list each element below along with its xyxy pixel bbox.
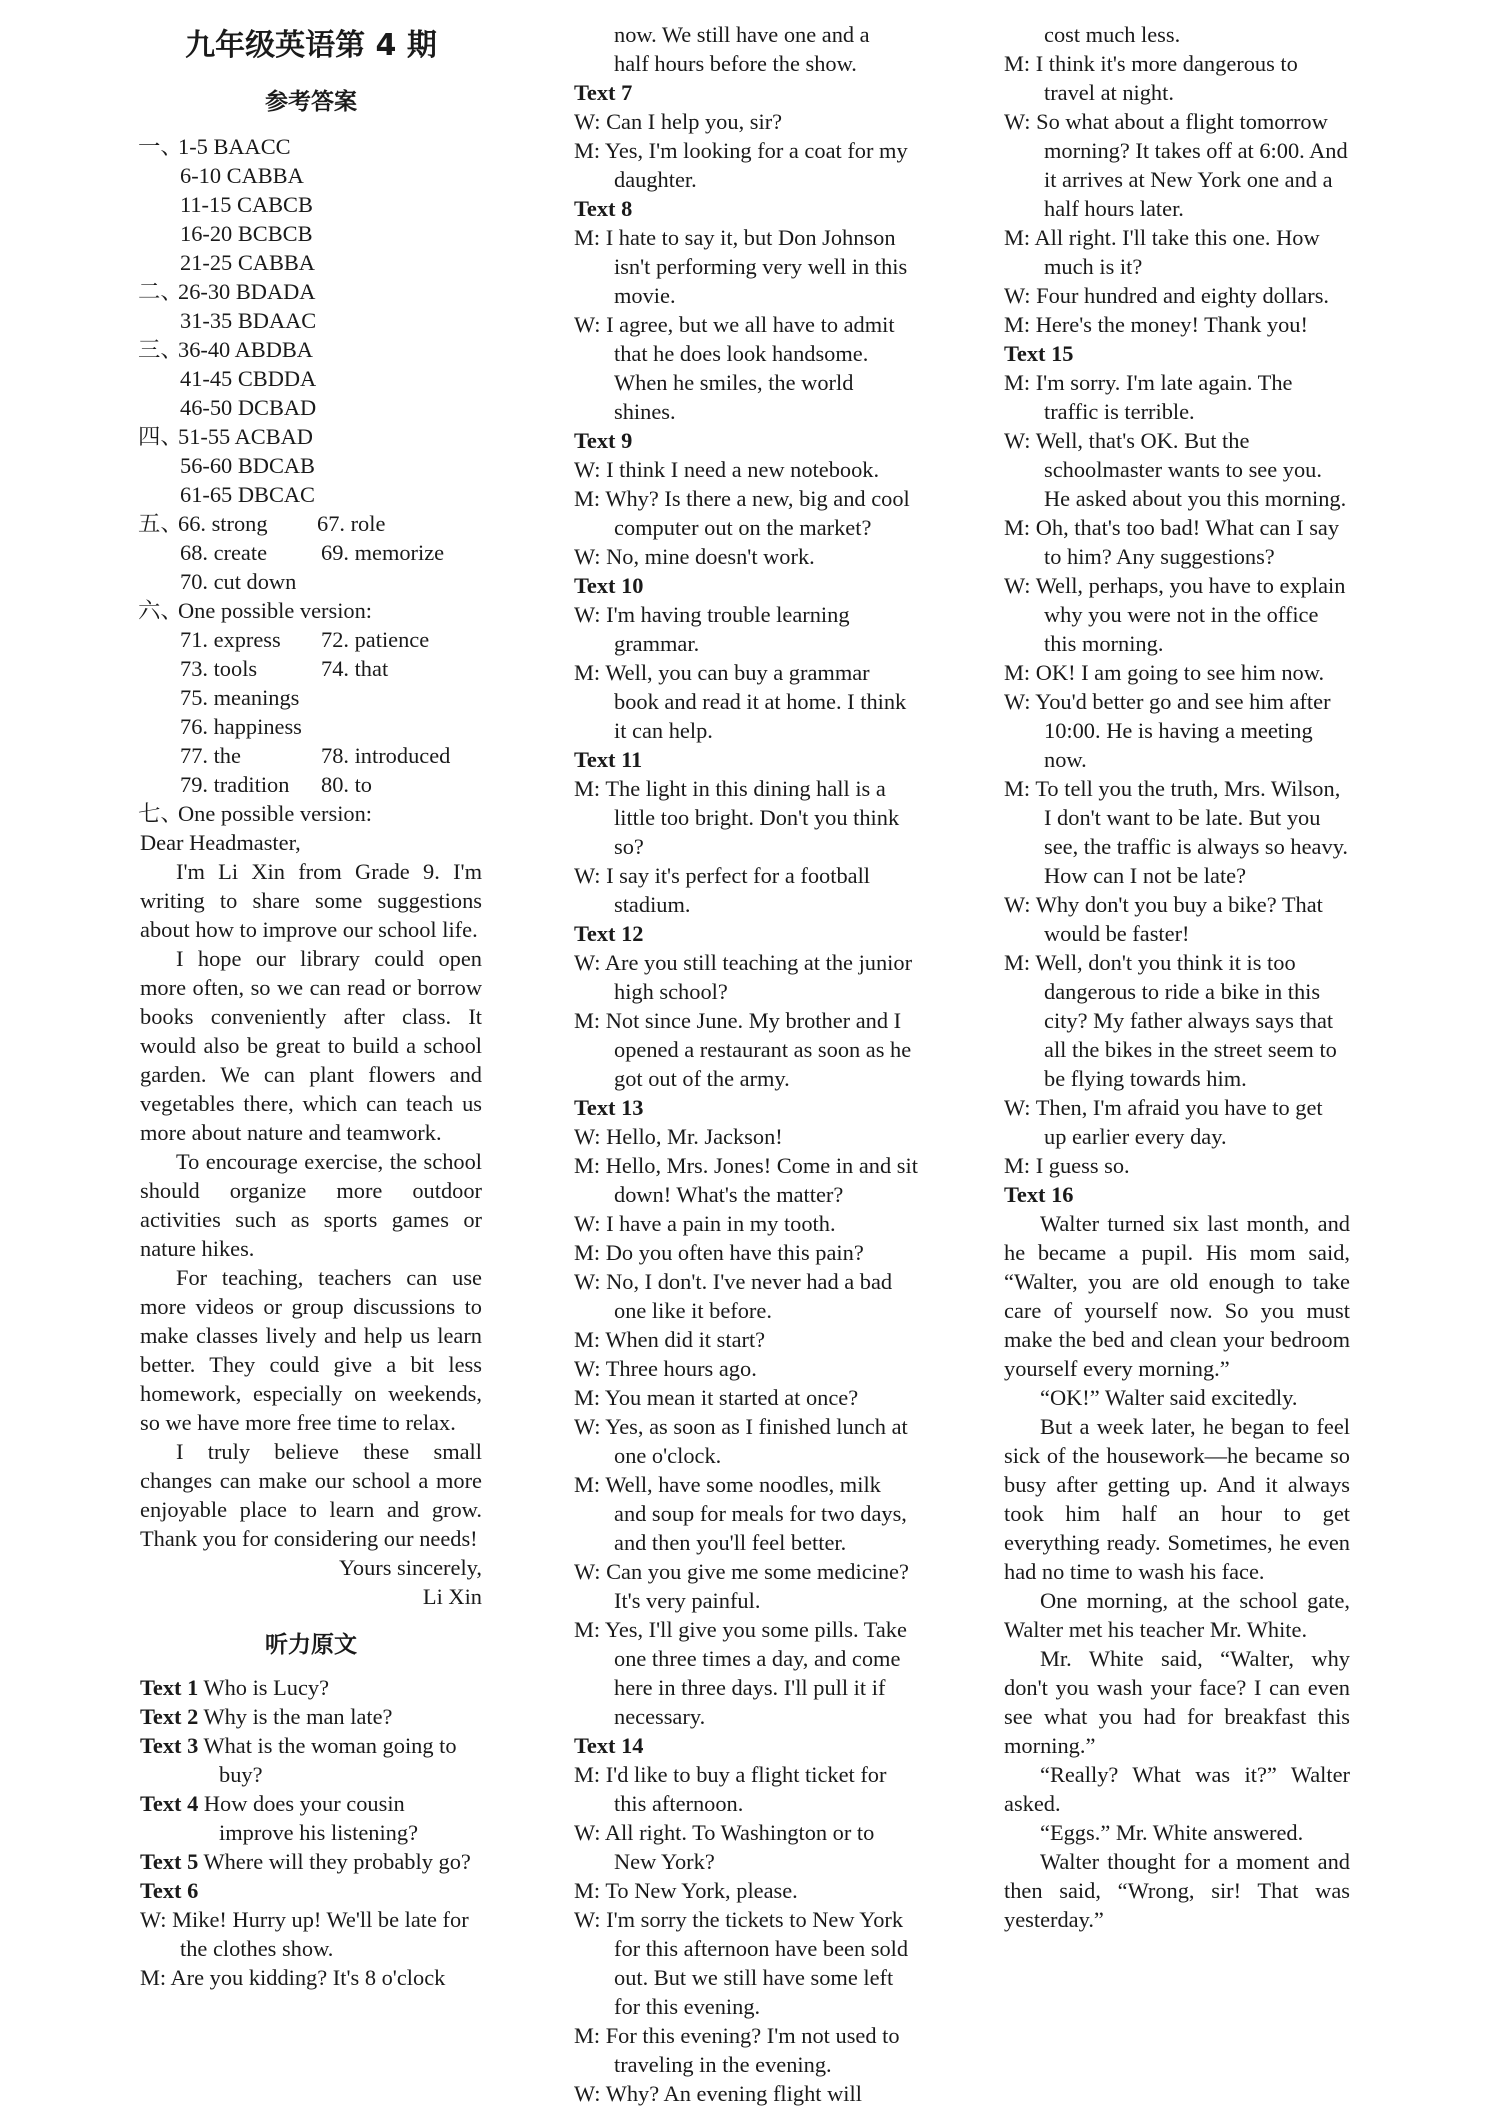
story-paragraph: “OK!” Walter said excitedly. bbox=[1040, 1385, 1298, 1410]
dialogue-line: M: The light in this dining hall is a little too bright. Don't you think so? bbox=[574, 776, 900, 859]
dialogue-line: W: Can I help you, sir? bbox=[574, 109, 783, 134]
answer-line: 16-20 BCBCB bbox=[180, 221, 313, 246]
dialogue-line: W: Mike! Hurry up! We'll be late for the clothes show. bbox=[140, 1907, 469, 1961]
dialogue-line: M: For this evening? I'm not used to traveling in the evening. bbox=[574, 2023, 900, 2077]
dialogue-line: W: Are you still teaching at the junior high school? bbox=[574, 950, 913, 1004]
dialogue-line: M: When did it start? bbox=[574, 1327, 766, 1352]
answer-line: 11-15 CABCB bbox=[180, 192, 313, 217]
question-item: Text 3 What is the woman going to buy? bbox=[140, 1733, 457, 1787]
dialogue-line: M: To New York, please. bbox=[574, 1878, 798, 1903]
answer-line: 五、66. strong 67. role bbox=[138, 511, 386, 536]
text-heading: Text 7 bbox=[574, 80, 633, 105]
answer-line: 76. happiness bbox=[180, 714, 302, 739]
answer-line: 21-25 CABBA bbox=[180, 250, 315, 275]
answer-line: 41-45 CBDDA bbox=[180, 366, 317, 391]
answer-line: 二、26-30 BDADA bbox=[138, 279, 316, 304]
column-left bbox=[140, 20, 482, 1992]
dialogue-line: M: Yes, I'm looking for a coat for my daughter. bbox=[574, 138, 908, 192]
dialogue-line: M: Not since June. My brother and I opened a restaurant as soon as he got out of the army. bbox=[574, 1008, 912, 1091]
dialogue-line: W: I think I need a new notebook. bbox=[574, 457, 880, 482]
dialogue-line: M: I think it's more dangerous to travel at night. bbox=[1004, 51, 1298, 105]
dialogue-line: W: Well, that's OK. But the schoolmaster wants to see you. He asked about you this morning. bbox=[1004, 428, 1347, 511]
dialogue-continuation: half hours before the show. bbox=[614, 51, 857, 76]
dialogue-line: M: Hello, Mrs. Jones! Come in and sit down! What's the matter? bbox=[574, 1153, 918, 1207]
question-item: Text 4 How does your cousin improve his listening? bbox=[140, 1791, 419, 1845]
dialogue-line: W: You'd better go and see him after 10:00. He is having a meeting now. bbox=[1004, 689, 1331, 772]
column-middle bbox=[574, 20, 918, 2108]
letter-salutation: Dear Headmaster, bbox=[140, 830, 301, 855]
text-heading: Text 13 bbox=[574, 1095, 644, 1120]
answer-line: 70. cut down bbox=[180, 569, 297, 594]
answers-heading: 参考答案 bbox=[265, 89, 357, 115]
dialogue-line: W: All right. To Washington or to New York? bbox=[574, 1820, 875, 1874]
dialogue-line: M: OK! I am going to see him now. bbox=[1004, 660, 1325, 685]
answer-line: 46-50 DCBAD bbox=[180, 395, 317, 420]
dialogue-line: W: Yes, as soon as I finished lunch at one o'clock. bbox=[574, 1414, 908, 1468]
text-heading: Text 9 bbox=[574, 428, 633, 453]
answer-line: 六、One possible version: bbox=[138, 598, 373, 623]
dialogue-line: M: Well, you can buy a grammar book and read it at home. I think it can help. bbox=[574, 660, 907, 743]
dialogue-line: W: Well, perhaps, you have to explain why you were not in the office this morning. bbox=[1004, 573, 1346, 656]
answer-line: 七、One possible version: bbox=[138, 801, 373, 826]
dialogue-line: M: Well, have some noodles, milk and soup for meals for two days, and then you'll feel better. bbox=[574, 1472, 907, 1555]
answer-line: 61-65 DBCAC bbox=[180, 482, 315, 507]
text-heading: Text 15 bbox=[1004, 341, 1074, 366]
dialogue-line: W: Hello, Mr. Jackson! bbox=[574, 1124, 783, 1149]
letter-paragraph: I'm Li Xin from Grade 9. I'm writing to share some suggestions about how to improve our school life. bbox=[140, 859, 482, 942]
story-paragraph: But a week later, he began to feel sick of the housework—he became so busy after getting up. And it always took him half an hour to get everything ready. Sometimes, he even had no time to wash his face. bbox=[1004, 1414, 1350, 1584]
answer-line: 三、36-40 ABDBA bbox=[138, 337, 313, 362]
answer-line: 6-10 CABBA bbox=[180, 163, 304, 188]
dialogue-line: M: Here's the money! Thank you! bbox=[1004, 312, 1308, 337]
text-heading: Text 8 bbox=[574, 196, 633, 221]
dialogue-line: M: Well, don't you think it is too dangerous to ride a bike in this city? My father always says that all the bikes in the street seem to be flying towards him. bbox=[1004, 950, 1337, 1091]
dialogue-line: M: I'm sorry. I'm late again. The traffic is terrible. bbox=[1004, 370, 1293, 424]
text-heading: Text 12 bbox=[574, 921, 644, 946]
dialogue-line: W: So what about a flight tomorrow morning? It takes off at 6:00. And it arrives at New York one and a half hours later. bbox=[1004, 109, 1348, 221]
letter-signature: Li Xin bbox=[422, 1584, 482, 1609]
dialogue-line: M: Do you often have this pain? bbox=[574, 1240, 864, 1265]
text-heading: Text 6 bbox=[140, 1878, 199, 1903]
dialogue-line: W: Four hundred and eighty dollars. bbox=[1004, 283, 1330, 308]
page-title: 九年级英语第 4 期 bbox=[185, 28, 437, 63]
story-paragraph: “Eggs.” Mr. White answered. bbox=[1040, 1820, 1304, 1845]
dialogue-line: W: No, I don't. I've never had a bad one like it before. bbox=[574, 1269, 893, 1323]
dialogue-line: M: Why? Is there a new, big and cool computer out on the market? bbox=[574, 486, 910, 540]
story-paragraph: “Really? What was it?” Walter asked. bbox=[1004, 1762, 1350, 1816]
dialogue-continuation: cost much less. bbox=[1044, 22, 1181, 47]
question-item: Text 1 Who is Lucy? bbox=[140, 1675, 330, 1700]
dialogue-line: W: I'm sorry the tickets to New York for this afternoon have been sold out. But we still have some left for this evening. bbox=[574, 1907, 909, 2019]
dialogue-continuation: now. We still have one and a bbox=[614, 22, 870, 47]
dialogue-line: W: Why don't you buy a bike? That would be faster! bbox=[1004, 892, 1323, 946]
text-heading: Text 16 bbox=[1004, 1182, 1074, 1207]
dialogue-line: M: I'd like to buy a flight ticket for this afternoon. bbox=[574, 1762, 887, 1816]
letter-paragraph: I truly believe these small changes can make our school a more enjoyable place to learn and grow. Thank you for considering our needs! bbox=[140, 1439, 482, 1551]
letter-closing: Yours sincerely, bbox=[338, 1555, 482, 1580]
answer-line: 四、51-55 ACBAD bbox=[138, 424, 313, 449]
dialogue-line: W: Then, I'm afraid you have to get up earlier every day. bbox=[1004, 1095, 1323, 1149]
dialogue-line: M: All right. I'll take this one. How much is it? bbox=[1004, 225, 1320, 279]
answer-line: 79. tradition 80. to bbox=[180, 772, 373, 797]
dialogue-line: W: Can you give me some medicine? It's very painful. bbox=[574, 1559, 909, 1613]
text-heading: Text 10 bbox=[574, 573, 644, 598]
answer-line: 75. meanings bbox=[180, 685, 300, 710]
answer-line: 73. tools 74. that bbox=[180, 656, 389, 681]
letter-paragraph: To encourage exercise, the school should organize more outdoor activities such as sports games or nature hikes. bbox=[140, 1149, 482, 1261]
dialogue-line: W: I say it's perfect for a football stadium. bbox=[574, 863, 871, 917]
dialogue-line: M: Are you kidding? It's 8 o'clock bbox=[140, 1965, 446, 1990]
column-right bbox=[1004, 20, 1350, 1934]
letter-paragraph: For teaching, teachers can use more videos or group discussions to make classes lively and help us learn better. They could give a bit less homework, especially on weekends, so we have more free time to relax. bbox=[140, 1265, 482, 1435]
story-paragraph: Mr. White said, “Walter, why don't you wash your face? I can even see what you had for breakfast this morning.” bbox=[1004, 1646, 1350, 1758]
story-paragraph: Walter turned six last month, and he became a pupil. His mom said, “Walter, you are old enough to take care of yourself now. So you must make the bed and clean your bedroom yourself every morning.” bbox=[1004, 1211, 1350, 1381]
dialogue-line: M: I hate to say it, but Don Johnson isn't performing very well in this movie. bbox=[574, 225, 908, 308]
dialogue-line: W: I agree, but we all have to admit that he does look handsome. When he smiles, the world shines. bbox=[574, 312, 895, 424]
answer-line: 71. express 72. patience bbox=[180, 627, 430, 652]
answer-line: 一、1-5 BAACC bbox=[138, 134, 291, 159]
dialogue-line: W: Three hours ago. bbox=[574, 1356, 757, 1381]
story-paragraph: One morning, at the school gate, Walter met his teacher Mr. White. bbox=[1004, 1588, 1350, 1642]
dialogue-line: M: Yes, I'll give you some pills. Take one three times a day, and come here in three days. I'll pull it if necessary. bbox=[574, 1617, 907, 1729]
dialogue-line: W: No, mine doesn't work. bbox=[574, 544, 815, 569]
dialogue-line: W: I'm having trouble learning grammar. bbox=[574, 602, 850, 656]
answer-line: 77. the 78. introduced bbox=[180, 743, 451, 768]
story-paragraph: Walter thought for a moment and then said, “Wrong, sir! That was yesterday.” bbox=[1004, 1849, 1350, 1932]
dialogue-line: M: Oh, that's too bad! What can I say to him? Any suggestions? bbox=[1004, 515, 1340, 569]
dialogue-line: W: I have a pain in my tooth. bbox=[574, 1211, 836, 1236]
answer-line: 31-35 BDAAC bbox=[180, 308, 317, 333]
text-heading: Text 11 bbox=[574, 747, 643, 772]
listening-heading: 听力原文 bbox=[265, 1632, 357, 1658]
answer-line: 56-60 BDCAB bbox=[180, 453, 315, 478]
question-item: Text 2 Why is the man late? bbox=[140, 1704, 393, 1729]
answer-line: 68. create 69. memorize bbox=[180, 540, 445, 565]
dialogue-line: W: Why? An evening flight will bbox=[574, 2081, 862, 2106]
dialogue-line: M: You mean it started at once? bbox=[574, 1385, 859, 1410]
dialogue-line: M: To tell you the truth, Mrs. Wilson, I don't want to be late. But you see, the traffic is always so heavy. How can I not be late? bbox=[1004, 776, 1349, 888]
text-heading: Text 14 bbox=[574, 1733, 644, 1758]
question-item: Text 5 Where will they probably go? bbox=[140, 1849, 471, 1874]
dialogue-line: M: I guess so. bbox=[1004, 1153, 1130, 1178]
letter-paragraph: I hope our library could open more often, so we can read or borrow books conveniently after class. It would also be great to build a school garden. We can plant flowers and vegetables there, which can teach us more about nature and teamwork. bbox=[140, 946, 482, 1145]
